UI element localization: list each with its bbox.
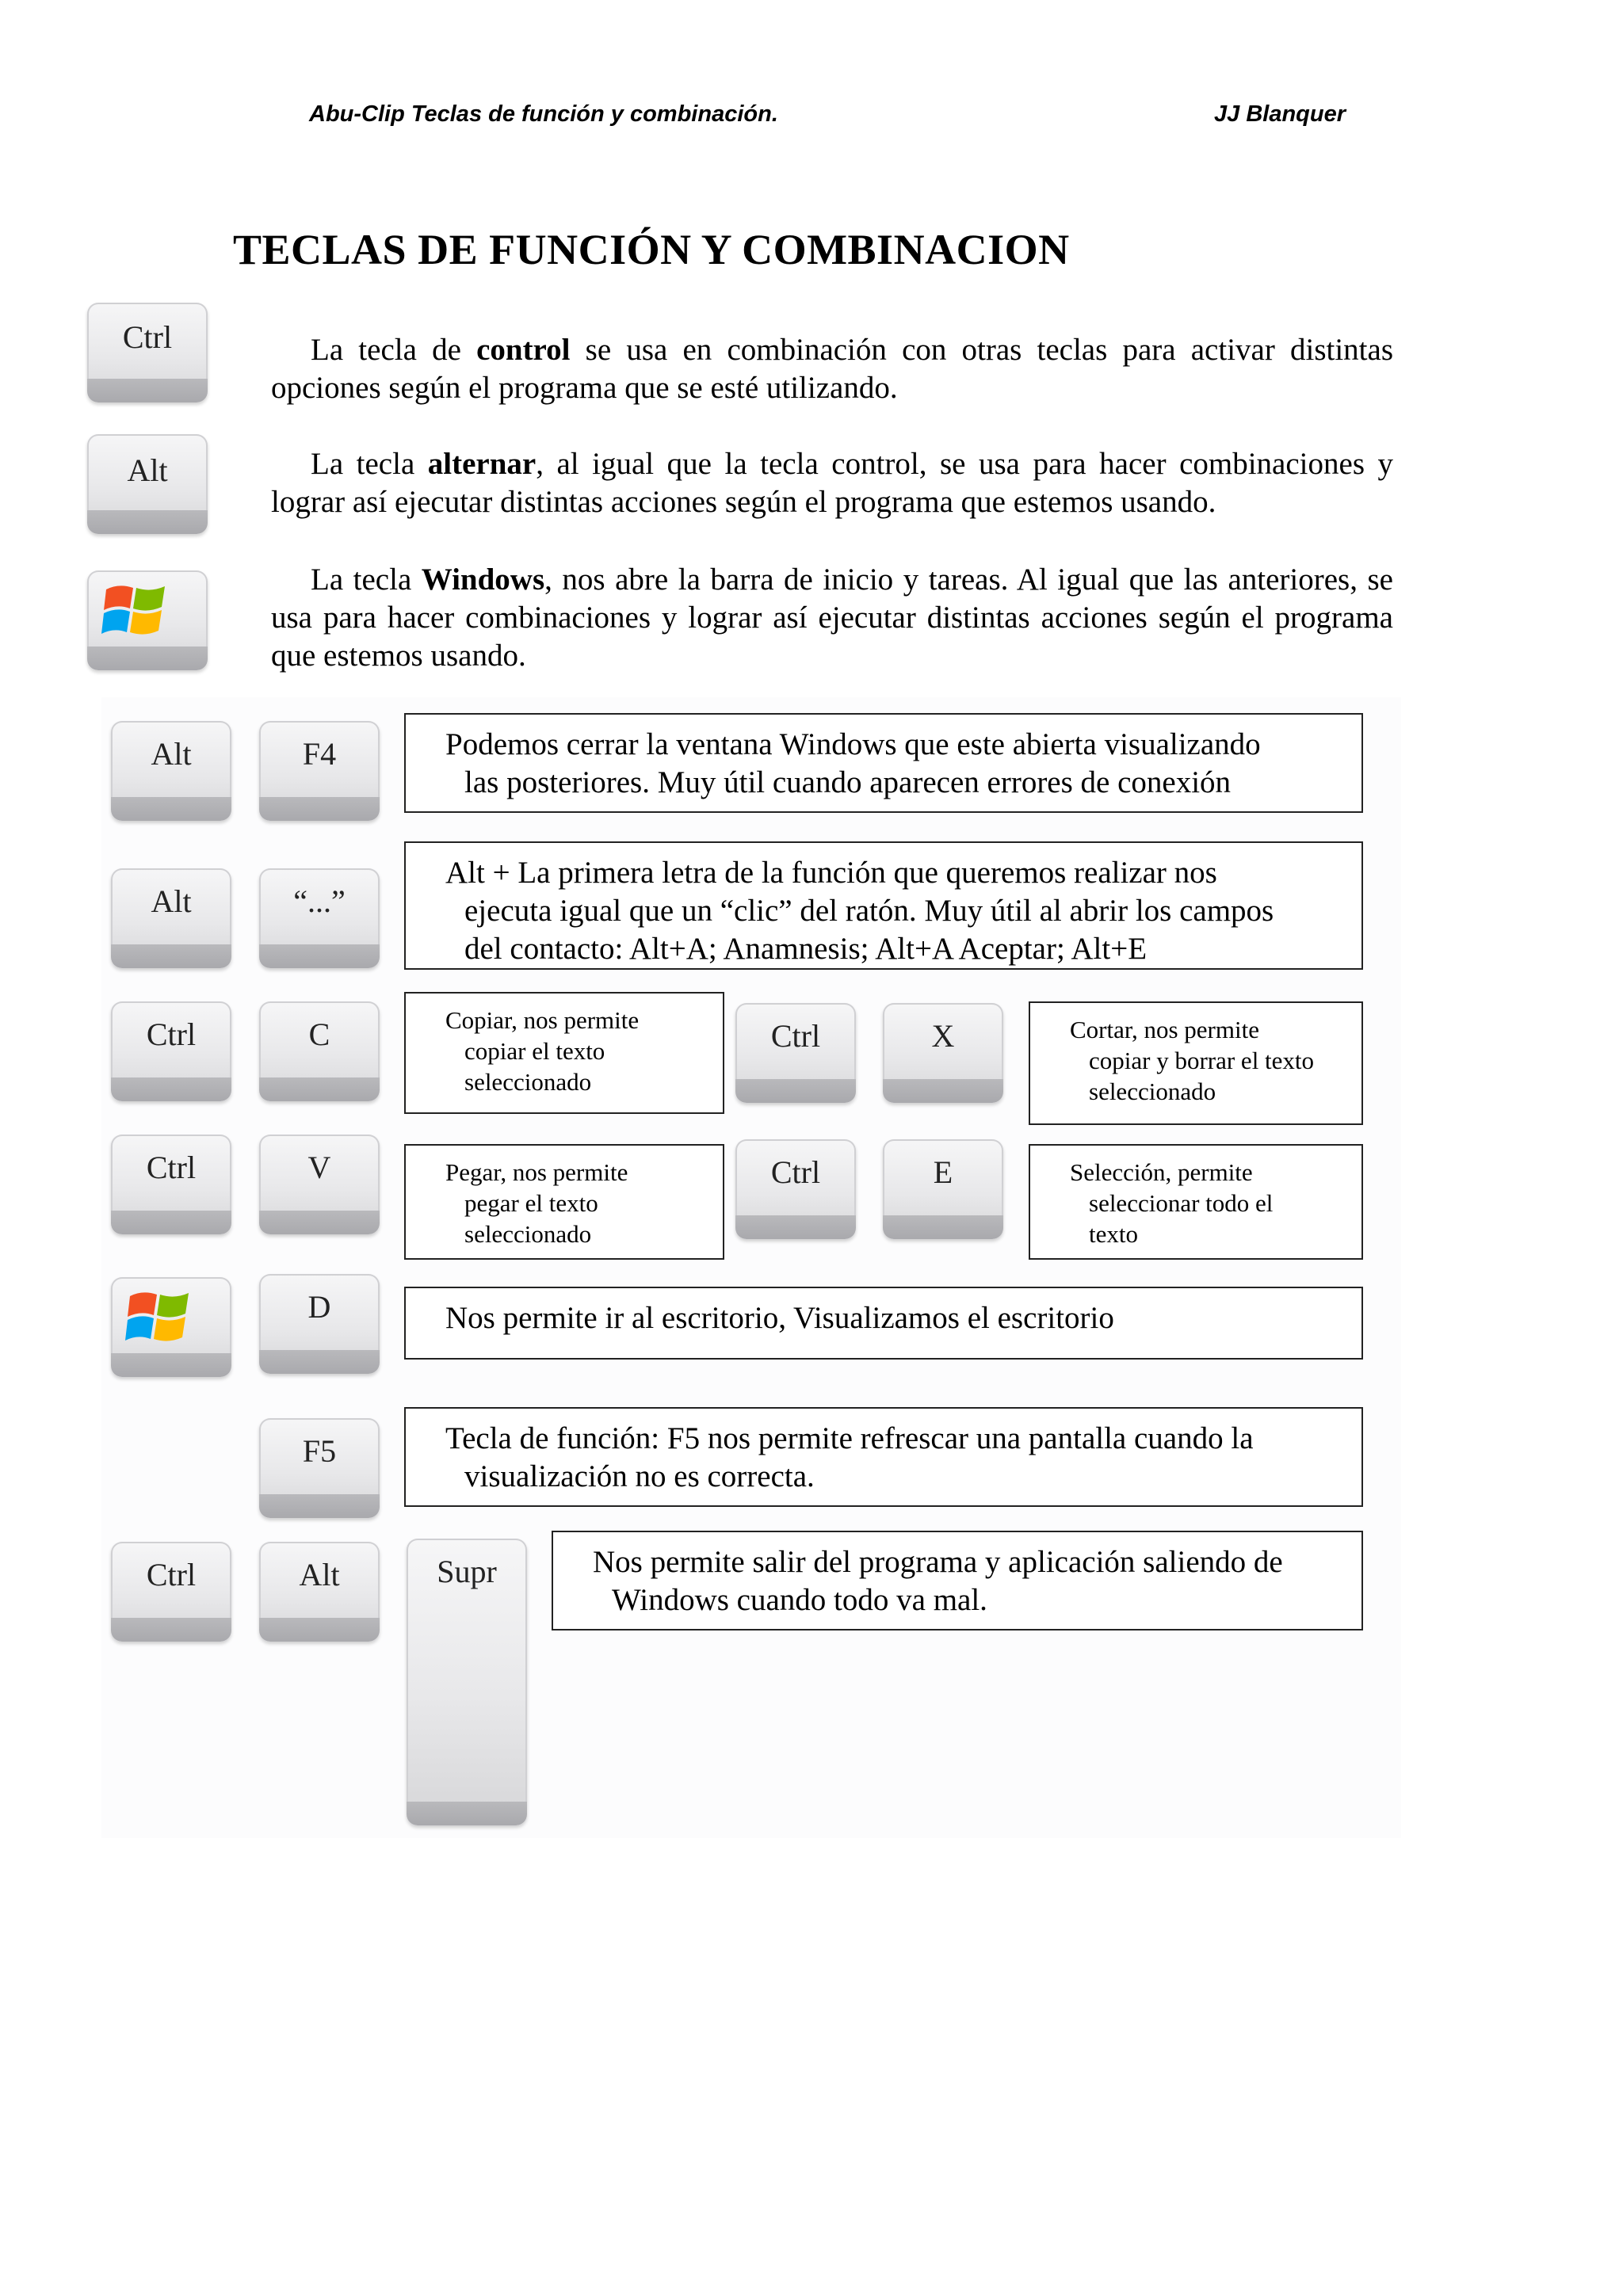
line: copiar el texto (464, 1037, 605, 1065)
key-ctrl (111, 1001, 231, 1101)
key-windows (87, 570, 208, 670)
line: Selección, permite (1070, 1158, 1253, 1186)
line: Podemos cerrar la ventana Windows que este abierta visualizando (445, 727, 1261, 761)
description-text (1070, 1014, 1346, 1107)
key-alt (87, 434, 208, 534)
key-v (259, 1135, 380, 1234)
key-alt (111, 721, 231, 821)
paragraph-control (271, 331, 1393, 407)
key-f5 (259, 1418, 380, 1518)
key-label: Alt (151, 736, 192, 772)
paragraph-alternar (271, 445, 1393, 521)
description-box-alt-letter (404, 841, 1363, 970)
key-label: Alt (299, 1557, 340, 1592)
description-text (445, 854, 1346, 968)
line: ejecuta igual que un “clic” del ratón. Muy útil al abrir los campos (464, 894, 1274, 928)
line: las posteriores. Muy útil cuando aparecen errores de conexión (464, 765, 1232, 799)
description-box-win-d (404, 1287, 1363, 1360)
description-box-ctrl-x (1029, 1001, 1363, 1125)
page-title: TECLAS DE FUNCIÓN Y COMBINACION (233, 226, 1070, 273)
line: del contacto: Alt+A; Anamnesis; Alt+A Aceptar; Alt+E (464, 932, 1148, 966)
description-text (445, 1420, 1346, 1496)
windows-logo-icon (125, 1288, 193, 1347)
para-text: La tecla (311, 447, 428, 481)
key-label: Ctrl (146, 1016, 197, 1052)
line: seleccionado (464, 1220, 592, 1248)
line: pegar el texto (464, 1189, 598, 1217)
description-text (1070, 1157, 1346, 1249)
key-label: Ctrl (146, 1150, 197, 1185)
key-label: Ctrl (770, 1018, 821, 1054)
key-ctrl (735, 1139, 856, 1239)
line: Copiar, nos permite (445, 1006, 640, 1034)
line: copiar y borrar el texto (1089, 1047, 1315, 1074)
description-box-ctrl-v (404, 1144, 724, 1260)
key-alt (259, 1542, 380, 1642)
key-label: F4 (302, 736, 337, 772)
line: Pegar, nos permite (445, 1158, 628, 1186)
key-label: Alt (151, 883, 192, 919)
key-label: V (307, 1150, 331, 1185)
windows-logo-icon (101, 582, 170, 640)
line: Alt + La primera letra de la función que queremos realizar nos (445, 856, 1217, 890)
para-text: La tecla (311, 563, 422, 597)
para-bold: alternar (427, 447, 537, 481)
header-doc-title: Abu-Clip Teclas de función y combinación. (309, 101, 778, 127)
description-text (445, 726, 1346, 802)
paragraph-windows (271, 561, 1393, 675)
para-bold: Windows (421, 563, 545, 597)
key-ctrl (87, 303, 208, 402)
key-c (259, 1001, 380, 1101)
line: visualización no es correcta. (464, 1459, 815, 1493)
line: texto (1089, 1220, 1138, 1248)
line: Cortar, nos permite (1070, 1016, 1259, 1043)
key-x (883, 1003, 1003, 1103)
key-label: Ctrl (146, 1557, 197, 1592)
description-box-f5 (404, 1407, 1363, 1507)
key-e (883, 1139, 1003, 1239)
para-text: se usa en combinación con otras teclas para activar distintas opciones según el programa que se esté utilizando. (271, 333, 1394, 405)
description-box-ctrl-c (404, 992, 724, 1114)
key-ctrl (111, 1135, 231, 1234)
line: Nos permite salir del programa y aplicación saliendo de (593, 1545, 1283, 1579)
key-supr (407, 1539, 527, 1825)
key-letter (259, 868, 380, 968)
line: Tecla de función: F5 nos permite refrescar una pantalla cuando la (445, 1421, 1254, 1455)
description-text (445, 1005, 707, 1097)
key-label: Ctrl (122, 319, 173, 355)
line: seleccionado (1089, 1077, 1216, 1105)
description-text (445, 1299, 1346, 1337)
key-alt (111, 868, 231, 968)
key-f4 (259, 721, 380, 821)
key-label: Ctrl (770, 1154, 821, 1190)
line: seleccionado (464, 1068, 592, 1096)
key-ctrl (735, 1003, 856, 1103)
para-bold: control (476, 333, 571, 367)
key-label: Supr (437, 1554, 497, 1589)
key-windows (111, 1277, 231, 1377)
line: Nos permite ir al escritorio, Visualizamos el escritorio (445, 1301, 1114, 1335)
key-label: Alt (127, 452, 168, 488)
line: Windows cuando todo va mal. (612, 1583, 987, 1617)
key-ctrl (111, 1542, 231, 1642)
description-box-ctrl-alt-supr (552, 1531, 1363, 1630)
key-d (259, 1274, 380, 1374)
key-label: D (307, 1289, 331, 1325)
para-text: La tecla de (311, 333, 477, 367)
key-label: F5 (302, 1433, 337, 1469)
key-label: “...” (293, 883, 346, 919)
header-author: JJ Blanquer (1214, 101, 1346, 127)
description-box-alt-f4 (404, 713, 1363, 813)
key-label: E (933, 1154, 953, 1190)
para-text: , al igual que la tecla control, se usa para hacer combinaciones y lograr así ejecutar distintas acciones según el programa que estemos usando. (271, 447, 1394, 519)
para-text: , nos abre la barra de inicio y tareas. Al igual que las anteriores, se usa para hacer combinaciones y lograr así ejecutar distintas acciones según el programa que estemos usando. (271, 563, 1393, 673)
key-label: C (308, 1016, 330, 1052)
key-label: X (931, 1018, 955, 1054)
description-text (445, 1157, 707, 1249)
line: seleccionar todo el (1089, 1189, 1274, 1217)
description-text (593, 1543, 1346, 1619)
description-box-ctrl-e (1029, 1144, 1363, 1260)
